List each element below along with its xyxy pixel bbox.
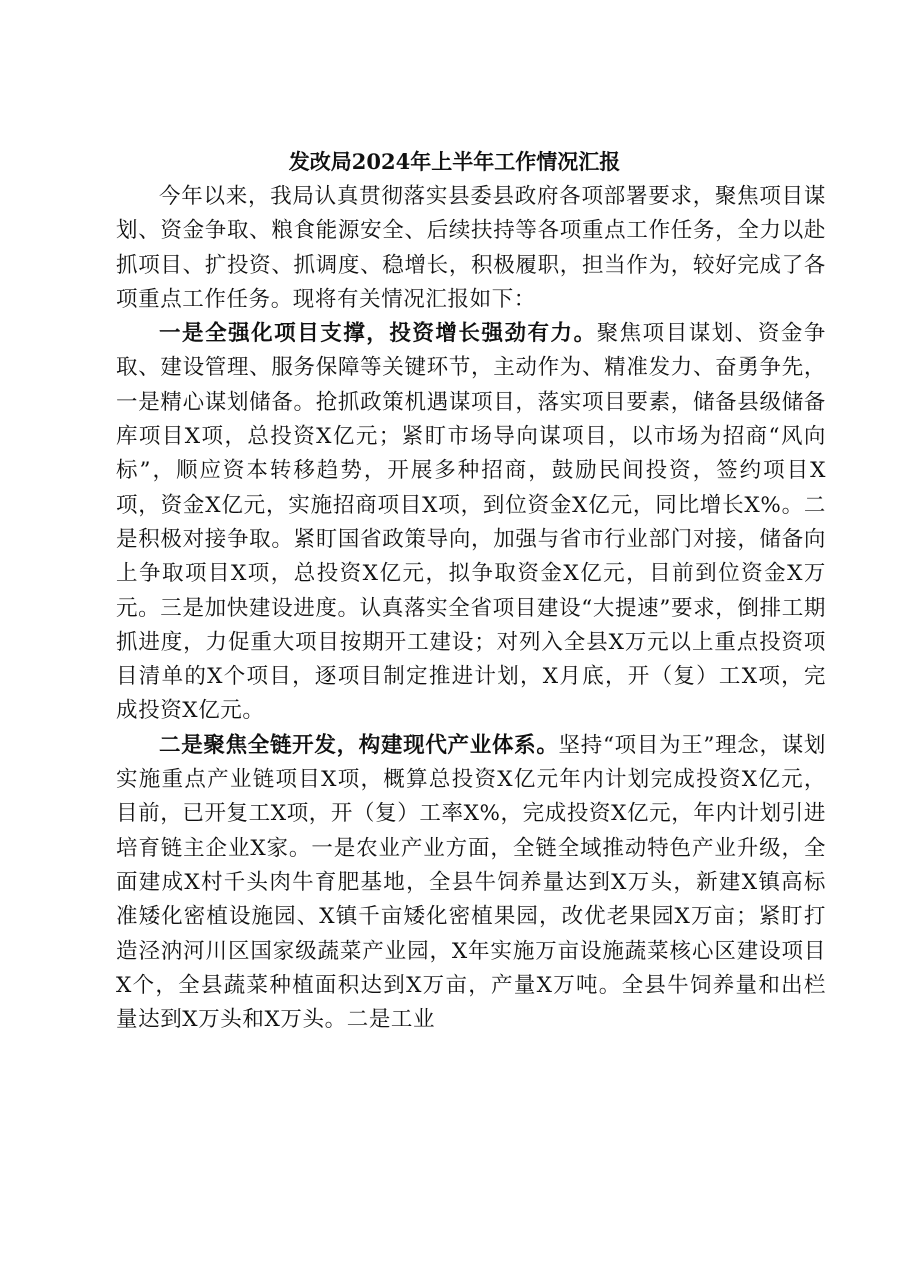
paragraph-industry-chain [116,729,826,1038]
paragraph-project-support-heading: 一是全强化项目支撑，投资增长强劲有力。 [159,321,597,347]
paragraph-intro-text: 今年以来，我局认真贯彻落实县委县政府各项部署要求，聚焦项目谋划、资金争取、粮食能源安全、后续扶持等各项重点工作任务，全力以赴抓项目、扩投资、抓调度、稳增长，积极履职，担当作为，较好完成了各项重点工作任务。现将有关情况汇报如下： [116,184,826,312]
paragraph-industry-chain-text: 坚持“项目为王”理念，谋划实施重点产业链项目X项，概算总投资X亿元年内计划完成投资X亿元，目前，已开复工X项，开（复）工率X%，完成投资X亿元，年内计划引进培育链主企业X家。一是农业产业方面，全链全域推动特色产业升级，全面建成X村千头肉牛育肥基地，全县牛饲养量达到X万头，新建X镇高标准矮化密植设施园、X镇千亩矮化密植果园，改优老果园X万亩；紧盯打造泾汭河川区国家级蔬菜产业园，X年实施万亩设施蔬菜核心区建设项目X个，全县蔬菜种植面积达到X万亩，产量X万吨。全县牛饲养量和出栏量达到X万头和X万头。二是工业 [116,732,826,1033]
paragraph-industry-chain-heading: 二是聚焦全链开发，构建现代产业体系。 [159,732,559,758]
paragraph-project-support-text: 聚焦项目谋划、资金争取、建设管理、服务保障等关键环节，主动作为、精准发力、奋勇争先，一是精心谋划储备。抢抓政策机遇谋项目，落实项目要素，储备县级储备库项目X项，总投资X亿元；紧盯市场导向谋项目，以市场为招商“风向标”，顺应资本转移趋势，开展多种招商，鼓励民间投资，签约项目X项，资金X亿元，实施招商项目X项，到位资金X亿元，同比增长X%。二是积极对接争取。紧盯国省政策导向，加强与省市行业部门对接，储备向上争取项目X项，总投资X亿元，拟争取资金X亿元，目前到位资金X万元。三是加快建设进度。认真落实全省项目建设“大提速”要求，倒排工期抓进度，力促重大项目按期开工建设；对列入全县X万元以上重点投资项目清单的X个项目，逐项目制定推进计划，X月底，开（复）工X项，完成投资X亿元。 [116,321,826,724]
paragraph-intro [116,180,826,317]
document-title: 发改局2024年上半年工作情况汇报 [288,149,621,174]
paragraph-project-support [116,317,826,729]
document-body [116,180,826,1037]
